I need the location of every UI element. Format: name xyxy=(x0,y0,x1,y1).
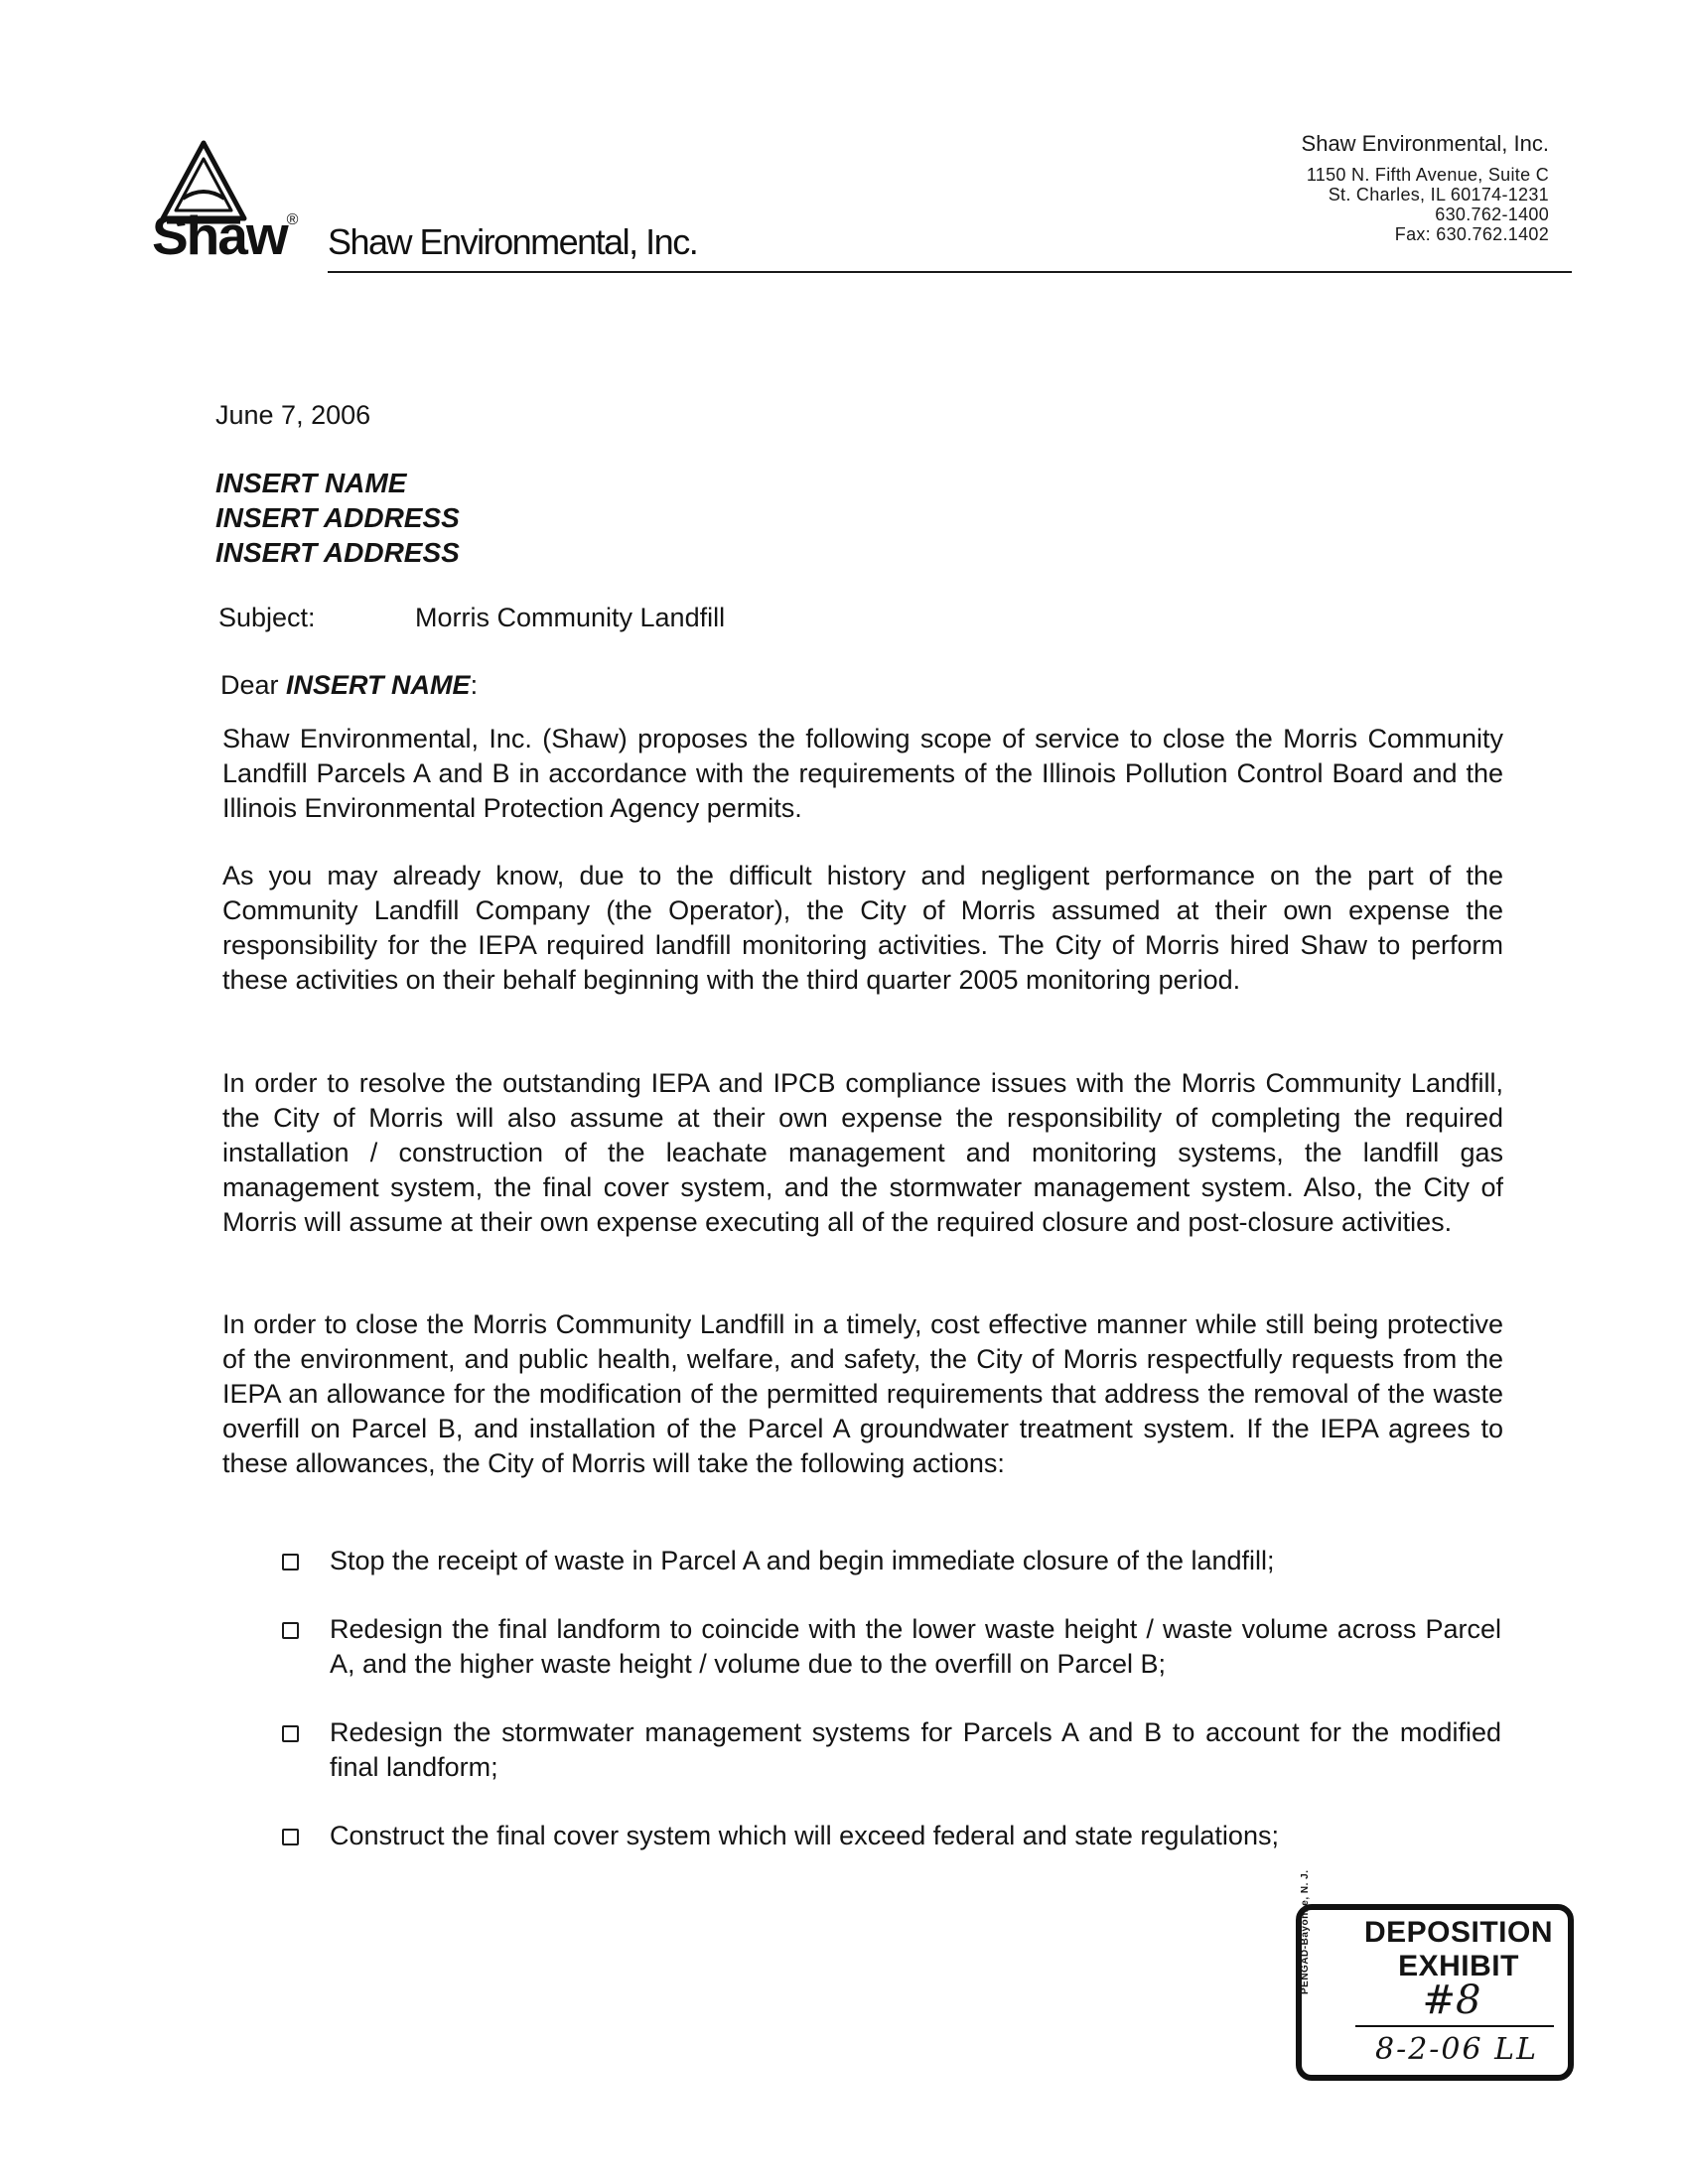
header-divider xyxy=(328,271,1572,273)
salutation-name: INSERT NAME xyxy=(286,670,471,700)
phone-line: 630.762-1400 xyxy=(1435,205,1549,224)
sender-name: Shaw Environmental, Inc. xyxy=(1301,131,1549,156)
body-paragraph: As you may already know, due to the difficult history and negligent performance on the part of the Community Landfill Company (the Operator), the City of Morris assumed at their own expense the responsibility for the IEPA required landfill monitoring activities. The City of Morris hired Shaw to perform these activities on their behalf beginning with the third quarter 2005 monitoring period. xyxy=(222,861,1503,995)
logo-company-name: Shaw Environmental, Inc. xyxy=(328,221,698,262)
subject-value: Morris Community Landfill xyxy=(415,603,726,632)
stamp-title-line: EXHIBIT xyxy=(1398,1950,1519,1982)
body-paragraph: In order to close the Morris Community Landfill in a timely, cost effective manner while still being protective of the environment, and public health, welfare, and safety, the City of Morris respectfully requests from the IEPA an allowance for the modification of the permitted requirements that address the removal of the waste overfill on Parcel B, and installation of the Parcel A groundwater treatment system. If the IEPA agrees to these allowances, the City of Morris will take the following actions: xyxy=(222,1309,1503,1478)
address-line: St. Charles, IL 60174-1231 xyxy=(1328,185,1549,205)
recipient-name: INSERT NAME xyxy=(215,468,407,498)
letter-date: June 7, 2006 xyxy=(215,400,371,430)
checkbox-bullet-icon xyxy=(282,1725,299,1742)
checkbox-bullet-icon xyxy=(282,1554,299,1570)
subject-label: Subject: xyxy=(218,603,316,632)
exhibit-number: #8 xyxy=(1422,1978,1481,2023)
deposition-exhibit-stamp xyxy=(1296,1869,1574,2081)
logo-wordmark: Shaw® xyxy=(152,205,297,266)
salutation xyxy=(220,668,478,702)
address-line: 1150 N. Fifth Avenue, Suite C xyxy=(1306,165,1549,185)
salutation-prefix: Dear xyxy=(220,670,287,700)
recipient-address: INSERT ADDRESS xyxy=(215,537,460,568)
body-paragraph: In order to resolve the outstanding IEPA and IPCB compliance issues with the Morris Community Landfill, the City of Morris will also assume at their own expense the responsibility of completing the required installation / construction of the leachate management and monitoring systems, the landfill gas management system, the final cover system, and the stormwater management system. Also, the City of Morris will assume at their own expense executing all of the required closure and post-closure activities. xyxy=(222,1068,1503,1237)
stamp-title xyxy=(1349,1916,1568,1983)
checkbox-bullet-icon xyxy=(282,1622,299,1639)
list-item-text: Redesign the final landform to coincide with the lower waste height / waste volume across Parcel A, and the higher waste height / volume due to the overfill on Parcel B; xyxy=(330,1614,1501,1679)
list-item-text: Redesign the stormwater management systems for Parcels A and B to account for the modified final landform; xyxy=(330,1717,1501,1782)
sender-address-block xyxy=(1302,129,1549,244)
list-item-text: Stop the receipt of waste in Parcel A and begin immediate closure of the landfill; xyxy=(330,1546,1275,1575)
salutation-suffix: : xyxy=(470,670,479,700)
registered-mark: ® xyxy=(286,211,297,228)
exhibit-date-initials: 8-2-06 LL xyxy=(1374,2032,1538,2067)
checkbox-bullet-icon xyxy=(282,1829,299,1845)
stamp-vendor: PENGAD-Bayonne, N. J. xyxy=(1300,1869,1311,1994)
recipient-block xyxy=(215,466,460,570)
recipient-address: INSERT ADDRESS xyxy=(215,502,460,533)
stamp-divider xyxy=(1355,2025,1554,2027)
fax-line: Fax: 630.762.1402 xyxy=(1394,224,1549,244)
list-item-text: Construct the final cover system which will exceed federal and state regulations; xyxy=(330,1821,1279,1850)
stamp-title-line: DEPOSITION xyxy=(1363,1916,1554,1949)
body-paragraph: Shaw Environmental, Inc. (Shaw) proposes the following scope of service to close the Morris Community Landfill Parcels A and B in accordance with the requirements of the Illinois Pollution Control Board and the Illinois Environmental Protection Agency permits. xyxy=(222,724,1503,823)
